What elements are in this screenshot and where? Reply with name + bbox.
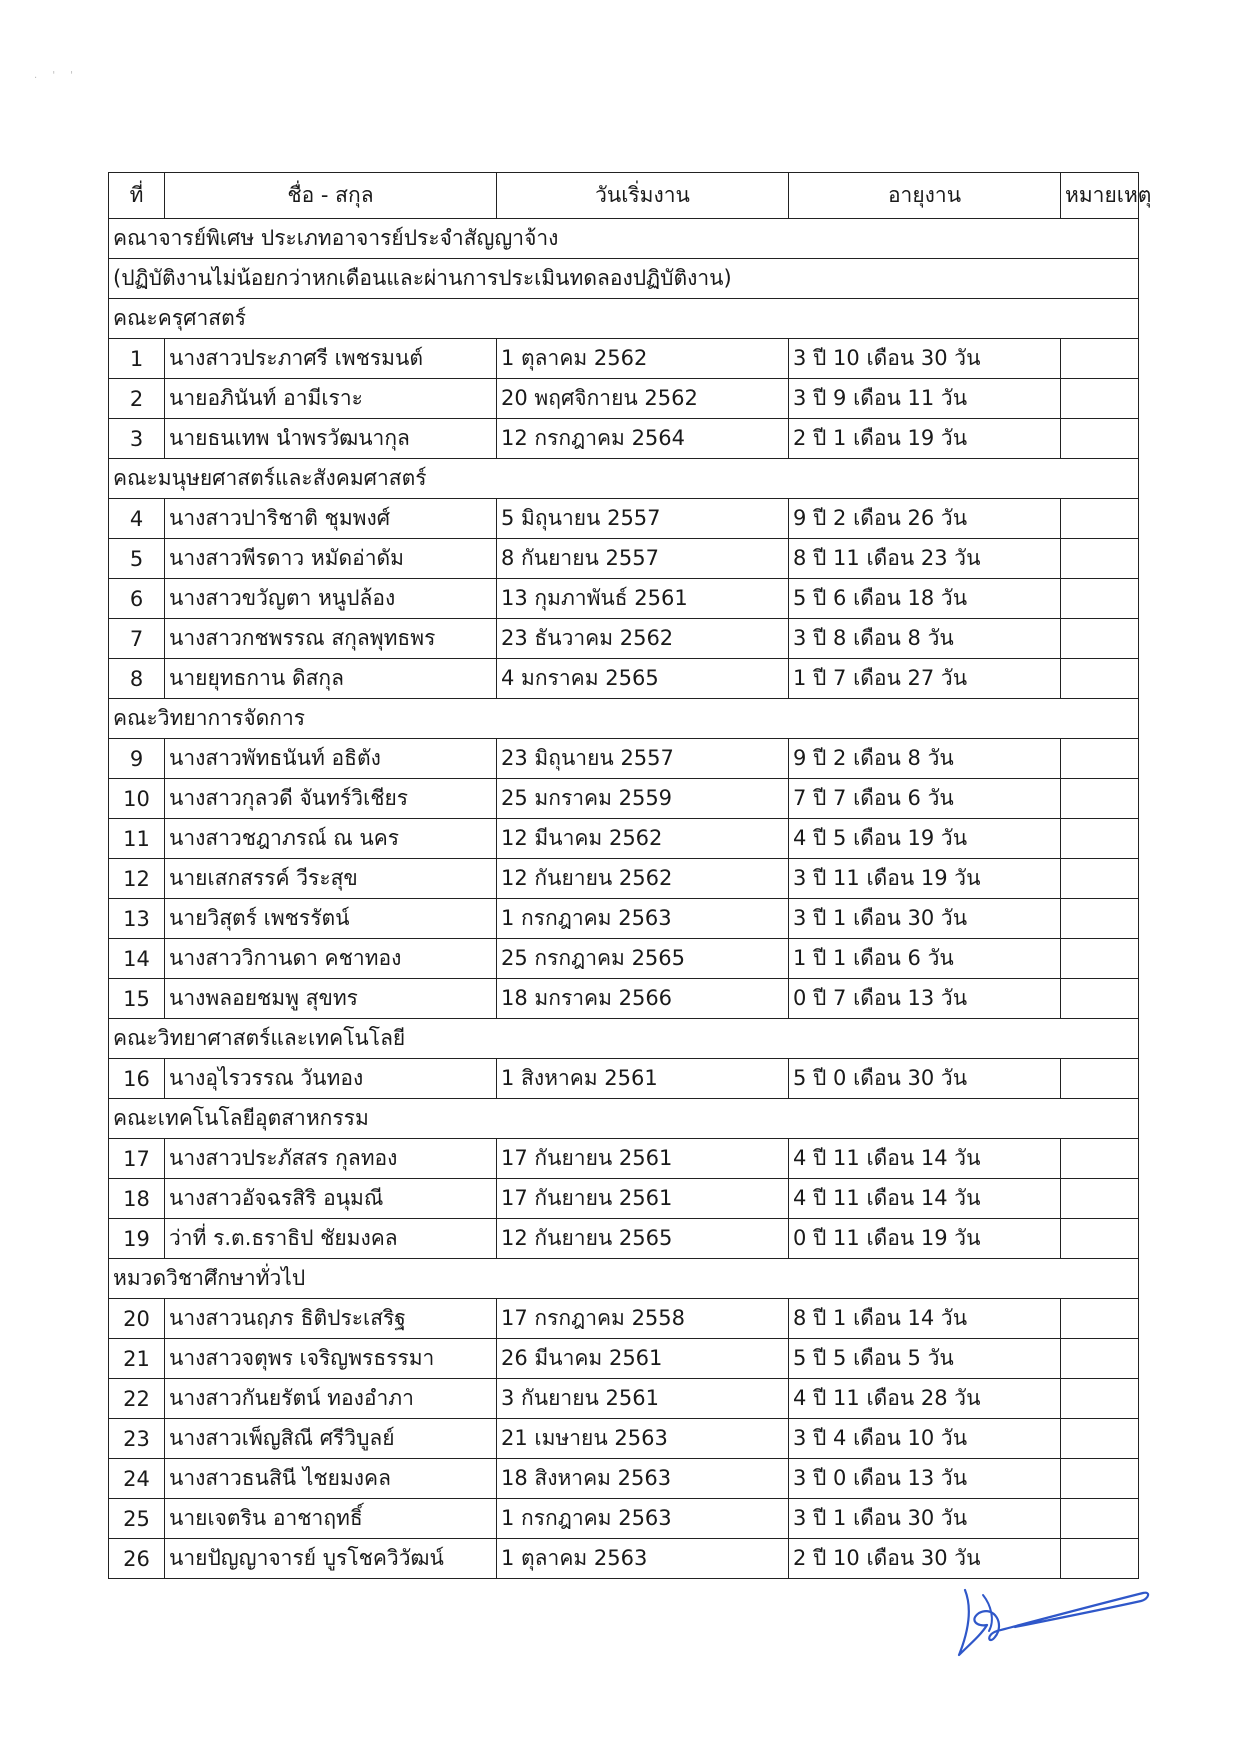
cell-note [1061, 419, 1139, 459]
cell-no: 22 [109, 1379, 165, 1419]
cell-name: นางสาวเพ็ญสิณี ศรีวิบูลย์ [165, 1419, 497, 1459]
table-title-line2: (ปฏิบัติงานไม่น้อยกว่าหกเดือนและผ่านการประเมินทดลองปฏิบัติงาน) [109, 259, 1139, 299]
table-row [109, 1379, 1139, 1419]
cell-start-date: 25 กรกฎาคม 2565 [497, 939, 789, 979]
section-heading: หมวดวิชาศึกษาทั่วไป [109, 1259, 1139, 1299]
cell-name: นายยุทธกาน ดิสกุล [165, 659, 497, 699]
cell-start-date: 1 กรกฎาคม 2563 [497, 1499, 789, 1539]
cell-note [1061, 339, 1139, 379]
cell-note [1061, 1299, 1139, 1339]
title-row [109, 219, 1139, 259]
cell-name: นางสาวจตุพร เจริญพรธรรมา [165, 1339, 497, 1379]
cell-name: นางสาวนฤภร ธิติประเสริฐ [165, 1299, 497, 1339]
cell-tenure: 3 ปี 1 เดือน 30 วัน [789, 1499, 1061, 1539]
section-heading: คณะเทคโนโลยีอุตสาหกรรม [109, 1099, 1139, 1139]
cell-note [1061, 939, 1139, 979]
cell-name: นางสาวธนสินี ไชยมงคล [165, 1459, 497, 1499]
section-heading: คณะวิทยาศาสตร์และเทคโนโลยี [109, 1019, 1139, 1059]
cell-note [1061, 739, 1139, 779]
cell-tenure: 2 ปี 1 เดือน 19 วัน [789, 419, 1061, 459]
cell-tenure: 5 ปี 5 เดือน 5 วัน [789, 1339, 1061, 1379]
cell-start-date: 20 พฤศจิกายน 2562 [497, 379, 789, 419]
cell-start-date: 25 มกราคม 2559 [497, 779, 789, 819]
cell-no: 18 [109, 1179, 165, 1219]
cell-tenure: 3 ปี 4 เดือน 10 วัน [789, 1419, 1061, 1459]
cell-tenure: 4 ปี 11 เดือน 14 วัน [789, 1139, 1061, 1179]
cell-no: 2 [109, 379, 165, 419]
cell-name: ว่าที่ ร.ต.ธราธิป ชัยมงคล [165, 1219, 497, 1259]
cell-start-date: 17 กรกฎาคม 2558 [497, 1299, 789, 1339]
cell-tenure: 1 ปี 7 เดือน 27 วัน [789, 659, 1061, 699]
cell-name: นางพลอยชมพู สุขทร [165, 979, 497, 1019]
table-row [109, 939, 1139, 979]
cell-tenure: 7 ปี 7 เดือน 6 วัน [789, 779, 1061, 819]
cell-note [1061, 659, 1139, 699]
table-header-row [109, 173, 1139, 219]
cell-start-date: 17 กันยายน 2561 [497, 1139, 789, 1179]
cell-name: นายเสกสรรค์ วีระสุข [165, 859, 497, 899]
cell-no: 13 [109, 899, 165, 939]
cell-name: นางสาวกชพรรณ สกุลพุทธพร [165, 619, 497, 659]
section-heading: คณะวิทยาการจัดการ [109, 699, 1139, 739]
cell-tenure: 9 ปี 2 เดือน 26 วัน [789, 499, 1061, 539]
cell-tenure: 2 ปี 10 เดือน 30 วัน [789, 1539, 1061, 1579]
table-row [109, 979, 1139, 1019]
table-row [109, 379, 1139, 419]
cell-name: นางสาวประภัสสร กุลทอง [165, 1139, 497, 1179]
cell-note [1061, 1179, 1139, 1219]
cell-tenure: 1 ปี 1 เดือน 6 วัน [789, 939, 1061, 979]
cell-name: นางสาวกุลวดี จันทร์วิเชียร [165, 779, 497, 819]
cell-start-date: 21 เมษายน 2563 [497, 1419, 789, 1459]
section-row [109, 1019, 1139, 1059]
cell-start-date: 23 ธันวาคม 2562 [497, 619, 789, 659]
cell-tenure: 8 ปี 1 เดือน 14 วัน [789, 1299, 1061, 1339]
cell-name: นายอภินันท์ อามีเราะ [165, 379, 497, 419]
cell-note [1061, 819, 1139, 859]
cell-start-date: 26 มีนาคม 2561 [497, 1339, 789, 1379]
section-row [109, 699, 1139, 739]
cell-start-date: 1 ตุลาคม 2562 [497, 339, 789, 379]
table-row [109, 1459, 1139, 1499]
cell-no: 12 [109, 859, 165, 899]
cell-note [1061, 1219, 1139, 1259]
table-row [109, 579, 1139, 619]
cell-tenure: 0 ปี 7 เดือน 13 วัน [789, 979, 1061, 1019]
section-row [109, 459, 1139, 499]
cell-no: 1 [109, 339, 165, 379]
cell-tenure: 8 ปี 11 เดือน 23 วัน [789, 539, 1061, 579]
cell-no: 10 [109, 779, 165, 819]
cell-name: นางสาวพัทธนันท์ อธิตัง [165, 739, 497, 779]
table-row [109, 1299, 1139, 1339]
cell-name: นางสาวอัจฉรสิริ อนุมณี [165, 1179, 497, 1219]
cell-no: 20 [109, 1299, 165, 1339]
table-row [109, 739, 1139, 779]
header-no: ที่ [109, 173, 165, 219]
cell-tenure: 3 ปี 11 เดือน 19 วัน [789, 859, 1061, 899]
cell-note [1061, 1059, 1139, 1099]
cell-no: 26 [109, 1539, 165, 1579]
signature-mark [955, 1565, 1155, 1675]
cell-tenure: 3 ปี 0 เดือน 13 วัน [789, 1459, 1061, 1499]
cell-tenure: 9 ปี 2 เดือน 8 วัน [789, 739, 1061, 779]
cell-no: 17 [109, 1139, 165, 1179]
cell-tenure: 5 ปี 0 เดือน 30 วัน [789, 1059, 1061, 1099]
cell-tenure: 3 ปี 8 เดือน 8 วัน [789, 619, 1061, 659]
table-row [109, 779, 1139, 819]
cell-no: 14 [109, 939, 165, 979]
cell-tenure: 4 ปี 11 เดือน 14 วัน [789, 1179, 1061, 1219]
cell-no: 3 [109, 419, 165, 459]
table-row [109, 1179, 1139, 1219]
cell-note [1061, 979, 1139, 1019]
section-heading: คณะครุศาสตร์ [109, 299, 1139, 339]
cell-note [1061, 1499, 1139, 1539]
table-row [109, 1059, 1139, 1099]
section-row [109, 1099, 1139, 1139]
cell-name: นายเจตริน อาชาฤทธิ์ [165, 1499, 497, 1539]
table-row [109, 659, 1139, 699]
cell-no: 24 [109, 1459, 165, 1499]
cell-start-date: 8 กันยายน 2557 [497, 539, 789, 579]
cell-no: 21 [109, 1339, 165, 1379]
cell-no: 15 [109, 979, 165, 1019]
cell-start-date: 5 มิถุนายน 2557 [497, 499, 789, 539]
cell-start-date: 12 มีนาคม 2562 [497, 819, 789, 859]
cell-name: นายธนเทพ นำพรวัฒนากุล [165, 419, 497, 459]
table-row [109, 499, 1139, 539]
cell-no: 5 [109, 539, 165, 579]
cell-name: นางสาวปาริชาติ ชุมพงศ์ [165, 499, 497, 539]
cell-name: นางสาวประภาศรี เพชรมนต์ [165, 339, 497, 379]
cell-no: 9 [109, 739, 165, 779]
cell-name: นางสาวพีรดาว หมัดอ่าดัม [165, 539, 497, 579]
title-row [109, 259, 1139, 299]
cell-note [1061, 1379, 1139, 1419]
table-row [109, 819, 1139, 859]
cell-no: 8 [109, 659, 165, 699]
cell-tenure: 5 ปี 6 เดือน 18 วัน [789, 579, 1061, 619]
cell-start-date: 3 กันยายน 2561 [497, 1379, 789, 1419]
scan-mark: . ' ' [34, 70, 80, 81]
cell-no: 23 [109, 1419, 165, 1459]
cell-start-date: 4 มกราคม 2565 [497, 659, 789, 699]
staff-tenure-table [108, 172, 1152, 1579]
table-row [109, 1139, 1139, 1179]
cell-no: 6 [109, 579, 165, 619]
cell-tenure: 3 ปี 9 เดือน 11 วัน [789, 379, 1061, 419]
cell-no: 16 [109, 1059, 165, 1099]
cell-start-date: 17 กันยายน 2561 [497, 1179, 789, 1219]
table-title-line1: คณาจารย์พิเศษ ประเภทอาจารย์ประจำสัญญาจ้าง [109, 219, 1139, 259]
cell-start-date: 1 ตุลาคม 2563 [497, 1539, 789, 1579]
section-heading: คณะมนุษยศาสตร์และสังคมศาสตร์ [109, 459, 1139, 499]
header-start-date: วันเริ่มงาน [497, 173, 789, 219]
cell-tenure: 3 ปี 1 เดือน 30 วัน [789, 899, 1061, 939]
cell-no: 19 [109, 1219, 165, 1259]
table-row [109, 1499, 1139, 1539]
section-row [109, 1259, 1139, 1299]
table-row [109, 859, 1139, 899]
cell-note [1061, 379, 1139, 419]
header-tenure: อายุงาน [789, 173, 1061, 219]
cell-start-date: 12 กันยายน 2565 [497, 1219, 789, 1259]
cell-note [1061, 899, 1139, 939]
cell-name: นางสาวชฎาภรณ์ ณ นคร [165, 819, 497, 859]
cell-note [1061, 1419, 1139, 1459]
cell-start-date: 13 กุมภาพันธ์ 2561 [497, 579, 789, 619]
cell-note [1061, 859, 1139, 899]
table-row [109, 419, 1139, 459]
cell-no: 4 [109, 499, 165, 539]
cell-start-date: 23 มิถุนายน 2557 [497, 739, 789, 779]
cell-start-date: 18 สิงหาคม 2563 [497, 1459, 789, 1499]
cell-tenure: 4 ปี 11 เดือน 28 วัน [789, 1379, 1061, 1419]
cell-name: นางสาวกันยรัตน์ ทองอำภา [165, 1379, 497, 1419]
table-row [109, 339, 1139, 379]
cell-note [1061, 579, 1139, 619]
cell-start-date: 12 กรกฎาคม 2564 [497, 419, 789, 459]
cell-start-date: 12 กันยายน 2562 [497, 859, 789, 899]
table-row [109, 619, 1139, 659]
header-name: ชื่อ - สกุล [165, 173, 497, 219]
header-note: หมายเหตุ [1061, 173, 1139, 219]
table-row [109, 899, 1139, 939]
cell-name: นางอุไรวรรณ วันทอง [165, 1059, 497, 1099]
cell-tenure: 0 ปี 11 เดือน 19 วัน [789, 1219, 1061, 1259]
cell-name: นางสาวขวัญตา หนูปล้อง [165, 579, 497, 619]
cell-note [1061, 1139, 1139, 1179]
cell-no: 25 [109, 1499, 165, 1539]
table-row [109, 1419, 1139, 1459]
cell-name: นายปัญญาจารย์ บูรโชควิวัฒน์ [165, 1539, 497, 1579]
cell-note [1061, 619, 1139, 659]
cell-tenure: 3 ปี 10 เดือน 30 วัน [789, 339, 1061, 379]
cell-name: นางสาววิกานดา คชาทอง [165, 939, 497, 979]
cell-name: นายวิสุตร์ เพชรรัตน์ [165, 899, 497, 939]
cell-note [1061, 499, 1139, 539]
cell-start-date: 1 กรกฎาคม 2563 [497, 899, 789, 939]
table-body [109, 219, 1139, 1579]
cell-no: 7 [109, 619, 165, 659]
cell-start-date: 18 มกราคม 2566 [497, 979, 789, 1019]
cell-note [1061, 1339, 1139, 1379]
cell-note [1061, 779, 1139, 819]
cell-tenure: 4 ปี 5 เดือน 19 วัน [789, 819, 1061, 859]
cell-note [1061, 539, 1139, 579]
cell-no: 11 [109, 819, 165, 859]
cell-note [1061, 1459, 1139, 1499]
section-row [109, 299, 1139, 339]
table-row [109, 1339, 1139, 1379]
table-row [109, 539, 1139, 579]
cell-start-date: 1 สิงหาคม 2561 [497, 1059, 789, 1099]
table-row [109, 1219, 1139, 1259]
